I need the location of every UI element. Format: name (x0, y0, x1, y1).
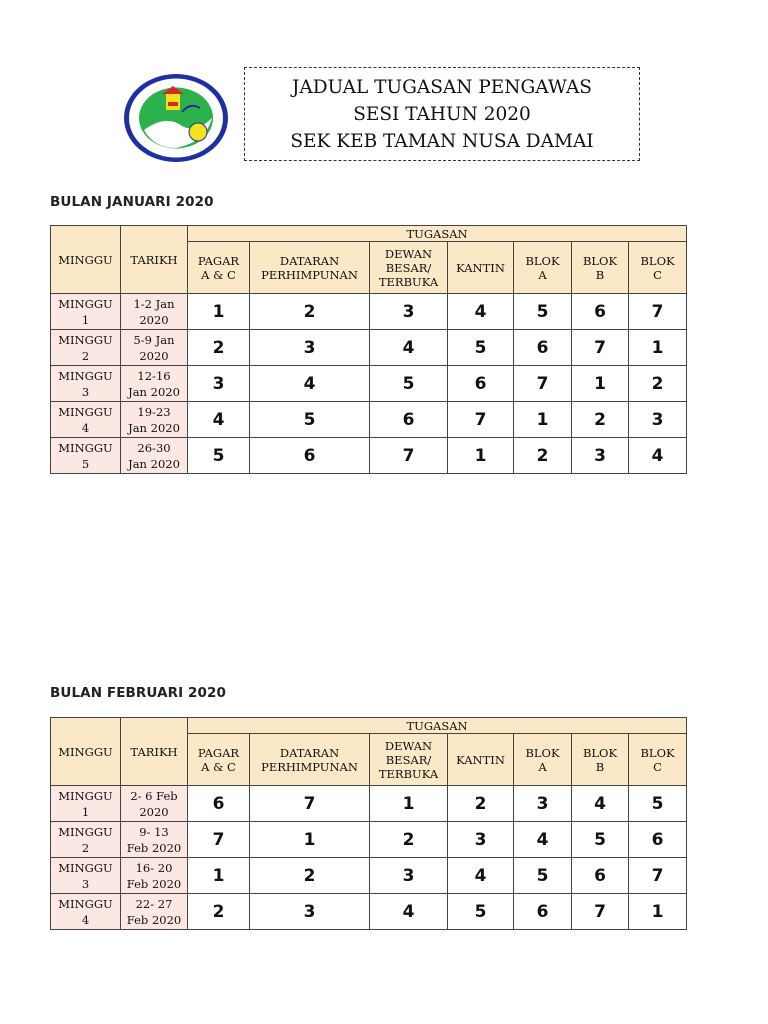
duty-header: BLOK C (629, 242, 687, 294)
group-number-cell: 5 (370, 366, 448, 402)
group-number-cell: 7 (629, 294, 687, 330)
group-number-cell: 1 (448, 438, 514, 474)
week-cell: MINGGU 1 (51, 786, 121, 822)
group-number-cell: 3 (250, 894, 370, 930)
duty-header: BLOK B (572, 242, 629, 294)
group-number-cell: 4 (448, 294, 514, 330)
group-number-cell: 3 (629, 402, 687, 438)
group-number-cell: 5 (514, 858, 572, 894)
group-number-cell: 3 (250, 330, 370, 366)
date-cell: 22- 27 Feb 2020 (121, 894, 188, 930)
week-cell: MINGGU 5 (51, 438, 121, 474)
date-cell: 12-16 Jan 2020 (121, 366, 188, 402)
week-cell: MINGGU 2 (51, 822, 121, 858)
duty-header: DATARAN PERHIMPUNAN (250, 734, 370, 786)
session-year: SESI TAHUN 2020 (353, 103, 531, 125)
group-number-cell: 3 (514, 786, 572, 822)
title-box (244, 67, 640, 161)
group-number-cell: 2 (572, 402, 629, 438)
group-number-cell: 2 (448, 786, 514, 822)
group-number-cell: 1 (370, 786, 448, 822)
table-row (51, 894, 687, 930)
group-number-cell: 3 (572, 438, 629, 474)
group-number-cell: 7 (188, 822, 250, 858)
week-cell: MINGGU 1 (51, 294, 121, 330)
group-number-cell: 5 (448, 894, 514, 930)
document-title: JADUAL TUGASAN PENGAWAS (292, 76, 592, 98)
minggu-header: MINGGU (51, 226, 121, 294)
group-number-cell: 7 (572, 894, 629, 930)
week-cell: MINGGU 4 (51, 894, 121, 930)
table-row (51, 858, 687, 894)
group-number-cell: 6 (448, 366, 514, 402)
date-cell: 1-2 Jan 2020 (121, 294, 188, 330)
group-number-cell: 3 (188, 366, 250, 402)
duty-header: DEWAN BESAR/ TERBUKA (370, 242, 448, 294)
group-number-cell: 6 (514, 894, 572, 930)
month-heading-january: BULAN JANUARI 2020 (50, 194, 214, 210)
group-number-cell: 6 (629, 822, 687, 858)
group-number-cell: 2 (188, 330, 250, 366)
group-number-cell: 5 (514, 294, 572, 330)
group-number-cell: 6 (370, 402, 448, 438)
group-number-cell: 2 (629, 366, 687, 402)
group-number-cell: 5 (572, 822, 629, 858)
group-number-cell: 4 (514, 822, 572, 858)
table-row (51, 438, 687, 474)
duty-header: PAGAR A & C (188, 734, 250, 786)
group-number-cell: 7 (629, 858, 687, 894)
group-number-cell: 6 (572, 858, 629, 894)
group-number-cell: 7 (448, 402, 514, 438)
table-row (51, 402, 687, 438)
group-number-cell: 6 (188, 786, 250, 822)
group-number-cell: 3 (370, 294, 448, 330)
group-number-cell: 2 (188, 894, 250, 930)
week-cell: MINGGU 3 (51, 858, 121, 894)
schedule-table-january (50, 225, 687, 474)
month-heading-february: BULAN FEBRUARI 2020 (50, 685, 227, 701)
duty-header: BLOK A (514, 242, 572, 294)
group-number-cell: 4 (370, 330, 448, 366)
group-number-cell: 2 (250, 294, 370, 330)
duty-header: PAGAR A & C (188, 242, 250, 294)
tarikh-header: TARIKH (121, 226, 188, 294)
group-number-cell: 6 (250, 438, 370, 474)
group-number-cell: 1 (629, 894, 687, 930)
group-number-cell: 1 (514, 402, 572, 438)
tugasan-header: TUGASAN (188, 718, 687, 734)
group-number-cell: 1 (629, 330, 687, 366)
group-number-cell: 4 (370, 894, 448, 930)
table-row (51, 786, 687, 822)
group-number-cell: 6 (514, 330, 572, 366)
table-row (51, 366, 687, 402)
duty-header: BLOK A (514, 734, 572, 786)
duty-header: KANTIN (448, 734, 514, 786)
group-number-cell: 4 (629, 438, 687, 474)
group-number-cell: 7 (250, 786, 370, 822)
week-cell: MINGGU 3 (51, 366, 121, 402)
schedule-body (51, 786, 687, 930)
group-number-cell: 4 (250, 366, 370, 402)
date-cell: 9- 13 Feb 2020 (121, 822, 188, 858)
group-number-cell: 5 (448, 330, 514, 366)
duty-header: BLOK C (629, 734, 687, 786)
tugasan-header: TUGASAN (188, 226, 687, 242)
group-number-cell: 1 (250, 822, 370, 858)
schedule-table-february (50, 717, 687, 930)
group-number-cell: 5 (629, 786, 687, 822)
group-number-cell: 3 (448, 822, 514, 858)
duty-header: DATARAN PERHIMPUNAN (250, 242, 370, 294)
table-row (51, 822, 687, 858)
group-number-cell: 1 (188, 858, 250, 894)
group-number-cell: 4 (448, 858, 514, 894)
group-number-cell: 5 (188, 438, 250, 474)
minggu-header: MINGGU (51, 718, 121, 786)
schedule-body (51, 294, 687, 474)
group-number-cell: 2 (514, 438, 572, 474)
group-number-cell: 2 (250, 858, 370, 894)
group-number-cell: 1 (188, 294, 250, 330)
group-number-cell: 6 (572, 294, 629, 330)
group-number-cell: 4 (572, 786, 629, 822)
group-number-cell: 4 (188, 402, 250, 438)
date-cell: 5-9 Jan 2020 (121, 330, 188, 366)
group-number-cell: 5 (250, 402, 370, 438)
group-number-cell: 2 (370, 822, 448, 858)
group-number-cell: 7 (370, 438, 448, 474)
tarikh-header: TARIKH (121, 718, 188, 786)
table-row (51, 294, 687, 330)
group-number-cell: 3 (370, 858, 448, 894)
date-cell: 26-30 Jan 2020 (121, 438, 188, 474)
week-cell: MINGGU 2 (51, 330, 121, 366)
duty-header: KANTIN (448, 242, 514, 294)
date-cell: 16- 20 Feb 2020 (121, 858, 188, 894)
school-name: SEK KEB TAMAN NUSA DAMAI (290, 130, 594, 152)
date-cell: 2- 6 Feb 2020 (121, 786, 188, 822)
group-number-cell: 7 (514, 366, 572, 402)
duty-header: DEWAN BESAR/ TERBUKA (370, 734, 448, 786)
duty-header: BLOK B (572, 734, 629, 786)
date-cell: 19-23 Jan 2020 (121, 402, 188, 438)
school-logo (122, 72, 230, 164)
week-cell: MINGGU 4 (51, 402, 121, 438)
group-number-cell: 7 (572, 330, 629, 366)
group-number-cell: 1 (572, 366, 629, 402)
table-row (51, 330, 687, 366)
